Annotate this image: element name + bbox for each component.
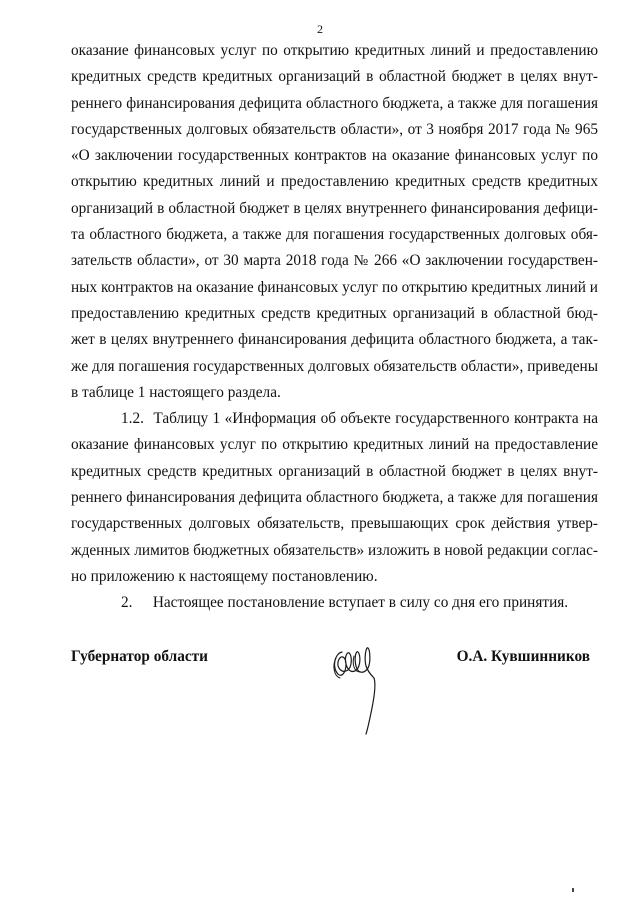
paragraph-intro: оказание финансовых услуг по открытию кредитных линий и предоставлению кредитных средств кредитных организаций в областной бюджет в целях внутреннего финансирования дефицита областного бюджета, а также для погашения государственных долговых обязательств области», от 3 ноября 2017 года № 965 «О заключении государственных контрактов на оказание финансовых услуг по открытию кредитных линий и предоставлению кредитных средств кредитных организаций в областной бюджет в целях внутреннего финансирования дефицита областного бюджета, а также для погашения государственных долговых обязательств области», от 30 марта 2018 года № 266 «О заключении государственных контрактов на оказание финансовых услуг по открытию кредитных линий и предоставлению кредитных средств кредитных организаций в областной бюджет в целях внутреннего финансирования дефицита областного бюджета, а также для погашения государственных долговых обязательств области», приведены в таблице 1 настоящего раздела. <box>71 42 598 401</box>
signatory-title: Губернатор области <box>71 648 208 665</box>
item-number: 1.2. <box>121 410 144 428</box>
item-number: 2. <box>121 594 133 612</box>
scan-mark <box>572 888 574 892</box>
document-body <box>71 38 598 617</box>
signatory-name: О.А. Кувшинников <box>456 648 590 665</box>
page-number: 2 <box>317 22 323 36</box>
handwritten-signature <box>328 628 388 738</box>
item-text: Настоящее постановление вступает в силу со дня его принятия. <box>152 594 569 612</box>
item-text: Таблицу 1 «Информация об объекте государственного контракта на оказание финансовых услуг по открытию кредитных линий на предоставление кредитных средств кредитных организаций в областной бюджет в целях внутреннего финансирования дефицита областного бюджета, а также для погашения государственных долговых обязательств, превышающих срок действия утвержденных лимитов бюджетных обязательств» изложить в новой редакции согласно приложению к настоящему постановлению. <box>71 410 598 585</box>
list-item-1-2 <box>71 406 598 590</box>
list-item-2 <box>71 590 598 616</box>
